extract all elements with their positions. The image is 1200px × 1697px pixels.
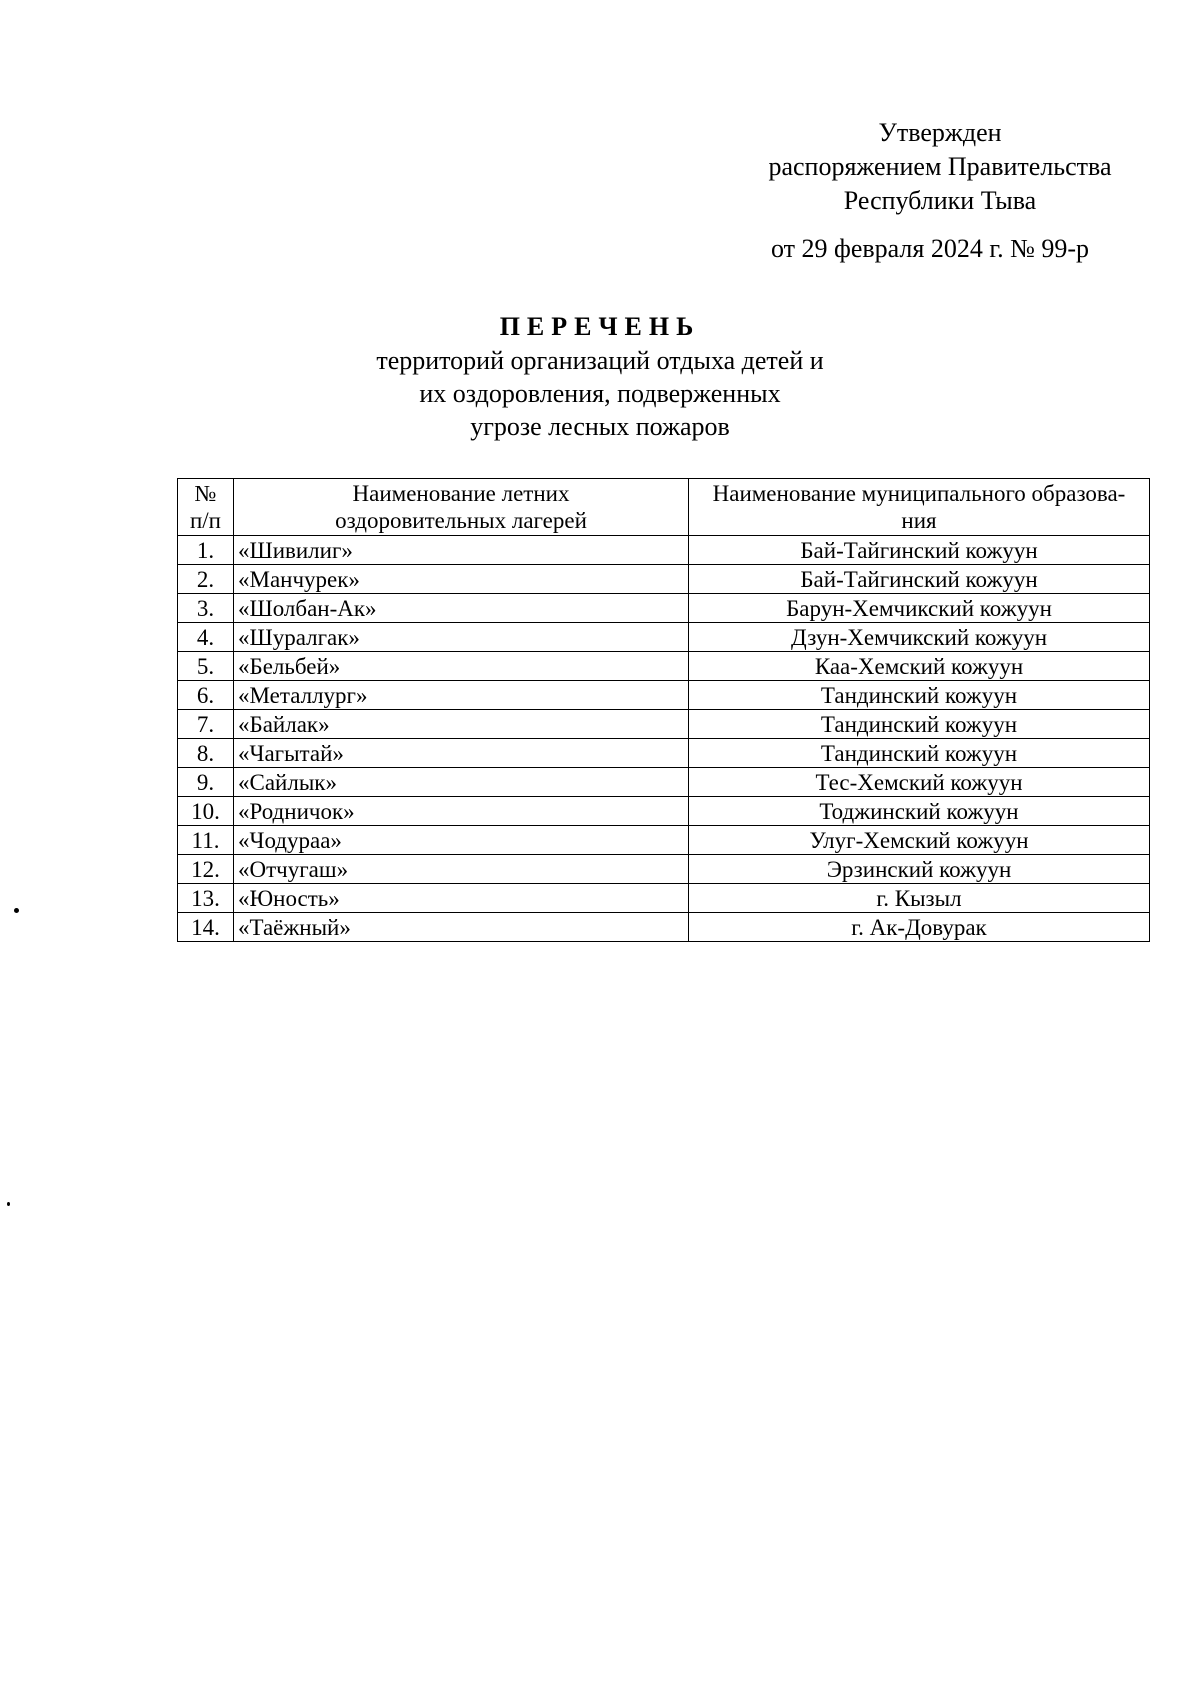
camp-name: «Чагытай» [234, 739, 689, 768]
row-number: 3. [178, 594, 234, 623]
municipality-name: Тандинский кожуун [689, 710, 1150, 739]
camp-name: «Отчугаш» [234, 855, 689, 884]
row-number: 6. [178, 681, 234, 710]
camp-name: «Шуралгак» [234, 623, 689, 652]
municipality-name: Тандинский кожуун [689, 681, 1150, 710]
row-number: 12. [178, 855, 234, 884]
row-number: 9. [178, 768, 234, 797]
header-municipality-line-1: Наименование муниципального образова- [712, 481, 1126, 506]
camp-name: «Шивилиг» [234, 536, 689, 565]
row-number: 13. [178, 884, 234, 913]
camp-name: «Металлург» [234, 681, 689, 710]
approval-line-2: распоряжением Правительства [768, 152, 1112, 181]
municipality-name: Улуг-Хемский кожуун [689, 826, 1150, 855]
municipality-name: Тес-Хемский кожуун [689, 768, 1150, 797]
table-header-row [178, 479, 1150, 536]
camp-name: «Байлак» [234, 710, 689, 739]
table-row [178, 884, 1150, 913]
subtitle-line-3: угрозе лесных пожаров [470, 412, 730, 441]
header-camp-line-2: оздоровительных лагерей [335, 508, 587, 533]
camps-table [177, 478, 1150, 942]
municipality-name: Тандинский кожуун [689, 739, 1150, 768]
row-number: 2. [178, 565, 234, 594]
camp-name: «Сайлык» [234, 768, 689, 797]
header-camp-line-1: Наименование летних [352, 481, 570, 506]
table-row [178, 681, 1150, 710]
table-row [178, 797, 1150, 826]
camp-name: «Чодураа» [234, 826, 689, 855]
subtitle-line-2: их оздоровления, подверженных [419, 379, 781, 408]
row-number: 7. [178, 710, 234, 739]
camp-name: «Таёжный» [234, 913, 689, 942]
approval-line-1: Утвержден [878, 118, 1002, 147]
approval-date: от 29 февраля 2024 г. № 99-р [770, 234, 1090, 263]
row-number: 8. [178, 739, 234, 768]
header-municipality-line-2: ния [901, 508, 937, 533]
document-title: ПЕРЕЧЕНЬ [499, 312, 701, 341]
header-camp-name [234, 479, 689, 536]
header-number-line-2: п/п [189, 508, 221, 533]
table-row [178, 855, 1150, 884]
table-row [178, 913, 1150, 942]
municipality-name: Дзун-Хемчикский кожуун [689, 623, 1150, 652]
header-number [178, 479, 234, 536]
table-row [178, 739, 1150, 768]
approval-line-3: Республики Тыва [843, 186, 1037, 215]
subtitle-line-1: территорий организаций отдыха детей и [376, 346, 824, 375]
camp-name: «Бельбей» [234, 652, 689, 681]
table-body [178, 536, 1150, 942]
camp-name: «Родничок» [234, 797, 689, 826]
camp-name: «Манчурек» [234, 565, 689, 594]
table-row [178, 826, 1150, 855]
camp-name: «Юность» [234, 884, 689, 913]
row-number: 14. [178, 913, 234, 942]
table-row [178, 536, 1150, 565]
municipality-name: Эрзинский кожуун [689, 855, 1150, 884]
municipality-name: Тоджинский кожуун [689, 797, 1150, 826]
approval-block [720, 116, 1160, 218]
scan-speck [14, 908, 19, 913]
table-row [178, 594, 1150, 623]
table-row [178, 565, 1150, 594]
row-number: 11. [178, 826, 234, 855]
municipality-name: Барун-Хемчикский кожуун [689, 594, 1150, 623]
row-number: 10. [178, 797, 234, 826]
row-number: 1. [178, 536, 234, 565]
municipality-name: Каа-Хемский кожуун [689, 652, 1150, 681]
municipality-name: Бай-Тайгинский кожуун [689, 565, 1150, 594]
table-row [178, 652, 1150, 681]
camp-name: «Шолбан-Ак» [234, 594, 689, 623]
header-number-line-1: № [194, 481, 217, 506]
table-row [178, 768, 1150, 797]
municipality-name: г. Кызыл [689, 884, 1150, 913]
document-subtitle [300, 344, 900, 443]
municipality-name: Бай-Тайгинский кожуун [689, 536, 1150, 565]
row-number: 5. [178, 652, 234, 681]
scan-speck [7, 1202, 10, 1206]
table-row [178, 710, 1150, 739]
header-municipality [689, 479, 1150, 536]
row-number: 4. [178, 623, 234, 652]
municipality-name: г. Ак-Довурак [689, 913, 1150, 942]
table-row [178, 623, 1150, 652]
